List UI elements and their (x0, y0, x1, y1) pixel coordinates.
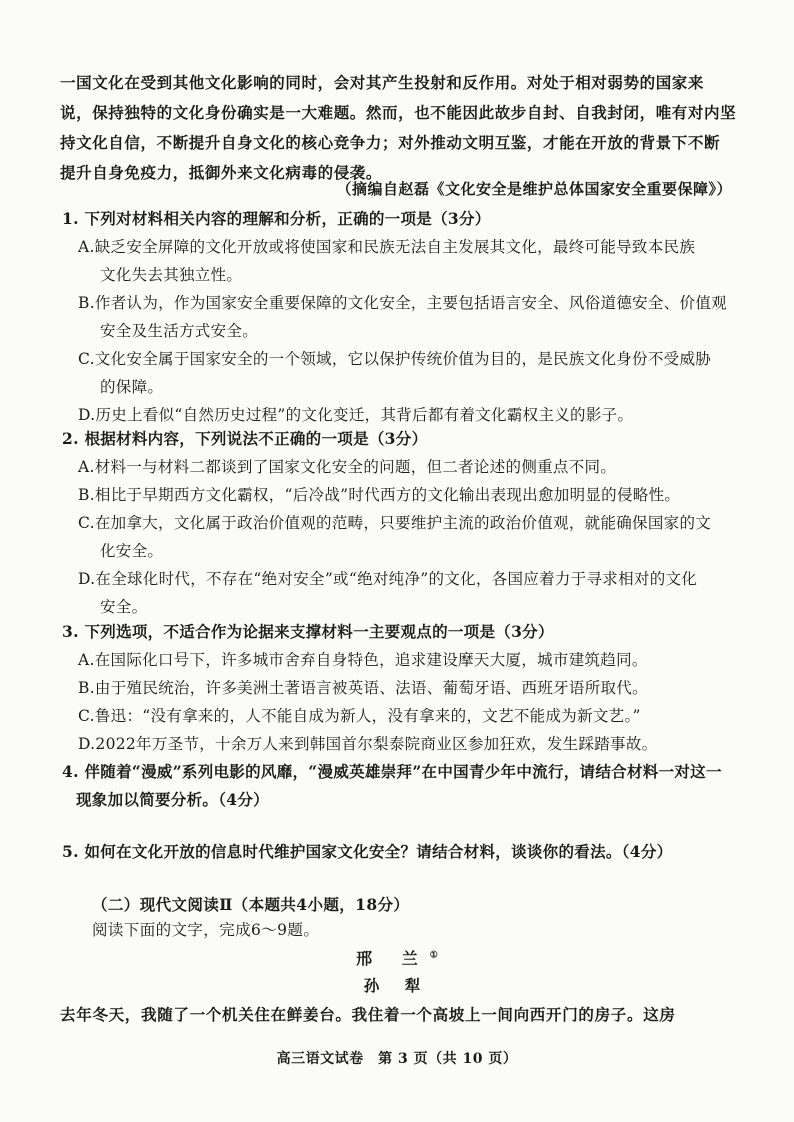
question-stem: 1. 下列对材料相关内容的理解和分析，正确的一项是（3分） (62, 209, 491, 228)
passage-paragraph (60, 68, 740, 188)
question-stem-line: 4. 伴随着“漫威”系列电影的风靡，“漫威英雄崇拜”在中国青少年中流行，请结合材料一对这一 (62, 762, 722, 781)
section-instruction: 阅读下面的文字，完成6～9题。 (92, 921, 320, 939)
option-b: B.由于殖民统治，许多美洲土著语言被英语、法语、葡萄牙语、西班牙语所取代。 (78, 679, 648, 697)
question-1 (62, 205, 742, 429)
option-b: B.作者认为，作为国家安全重要保障的文化安全，主要包括语言安全、风俗道德安全、价值观 安全及生活方式安全。 (78, 294, 727, 340)
story-author: 孙 犁 (363, 976, 431, 995)
option-c: C.在加拿大，文化属于政治价值观的范畴，只要维护主流的政治价值观，就能确保国家的文 化安全。 (78, 514, 712, 560)
question-stem-line: 现象加以简要分析。（4分） (76, 790, 269, 809)
option-d: D.2022年万圣节，十余万人来到韩国首尔梨泰院商业区参加狂欢，发生踩踏事故。 (78, 735, 658, 753)
question-3 (62, 618, 742, 758)
option-c: C.文化安全属于国家安全的一个领域，它以保护传统价值为目的，是民族文化身份不受威胁 的保障。 (78, 350, 712, 396)
question-2 (62, 425, 742, 621)
question-5 (62, 838, 742, 866)
passage-line: 说，保持独特的文化身份确实是一大难题。然而，也不能因此故步自封、自我封闭，唯有对内坚 (60, 103, 737, 122)
option-d: D.历史上看似“自然历史过程”的文化变迁，其背后都有着文化霸权主义的影子。 (78, 406, 634, 424)
option-c: C.鲁迅：“没有拿来的，人不能自成为新人，没有拿来的，文艺不能成为新文艺。” (78, 707, 641, 725)
question-stem: 3. 下列选项，不适合作为论据来支撑材料一主要观点的一项是（3分） (62, 622, 554, 641)
passage-source: （摘编自赵磊《文化安全是维护总体国家安全重要保障》） (336, 180, 732, 198)
option-b: B.相比于早期西方文化霸权，“后冷战”时代西方的文化输出表现出愈加明显的侵略性。 (78, 486, 681, 504)
option-d: D.在全球化时代，不存在“绝对安全”或“绝对纯净”的文化，各国应着力于寻求相对的文化 安全。 (78, 570, 698, 616)
option-a: A.在国际化口号下，许多城市舍弃自身特色，追求建设摩天大厦，城市建筑趋同。 (78, 651, 648, 669)
passage-line: 持文化自信，不断提升自身文化的核心竞争力；对外推动文明互鉴，才能在开放的背景下不断 (60, 133, 721, 152)
section-title: （二）现代文阅读Ⅱ（本题共4小题，18分） (92, 895, 410, 914)
option-a: A.缺乏安全屏障的文化开放或将使国家和民族无法自主发展其文化，最终可能导致本民族 文化失去其独立性。 (78, 238, 696, 284)
footnote-marker: ① (429, 950, 438, 961)
question-stem: 2. 根据材料内容，下列说法不正确的一项是（3分） (62, 429, 428, 448)
page-footer: 高三语文试卷 第 3 页（共 10 页） (276, 1051, 518, 1067)
option-a: A.材料一与材料二都谈到了国家文化安全的问题，但二者论述的侧重点不同。 (78, 458, 617, 476)
passage-line: 一国文化在受到其他文化影响的同时，会对其产生投射和反作用。对处于相对弱势的国家来 (60, 73, 705, 92)
passage-line: 提升自身免疫力，抵御外来文化病毒的侵袭。 (60, 163, 383, 182)
question-stem: 5. 如何在文化开放的信息时代维护国家文化安全？请结合材料，谈谈你的看法。（4分） (62, 842, 673, 861)
question-4 (62, 758, 742, 814)
story-title: 邢 兰① (356, 949, 438, 968)
story-first-line: 去年冬天，我随了一个机关住在鲜姜台。我住着一个高坡上一间向西开门的房子。这房 (60, 1005, 676, 1024)
